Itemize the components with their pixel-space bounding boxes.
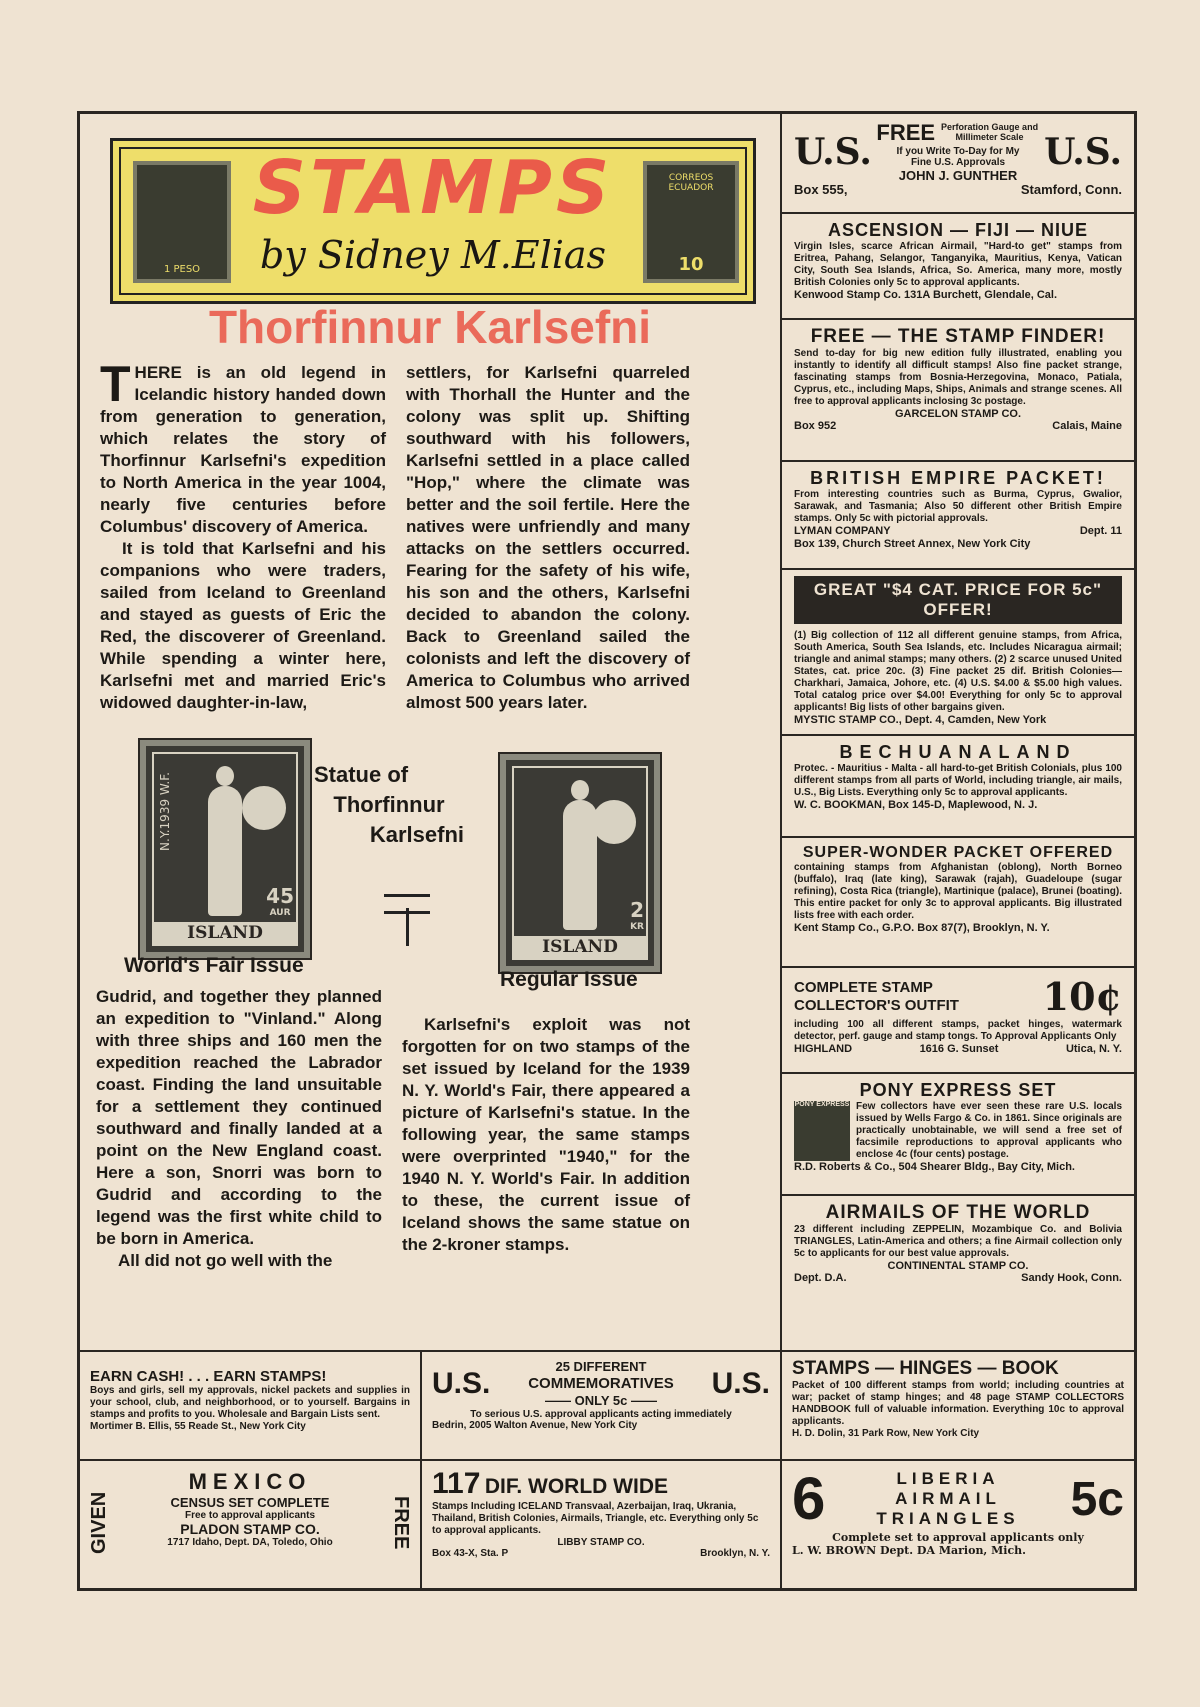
ad-body: (1) Big collection of 112 all different genuine stamps, from Africa, South America, South Sea Islands, etc. Includes Nicaragua airmail; triangle and animal stamps; many others. (2) 2 scarce unused United States, cat. price 20c. (3) Fine packet 25 dif. British Colonies—Charkhari, Jamaica, Johore, etc. (4) U.S. $4.00 & $5.00 high values. Total catalog price over $4.00! Everything for only 5c to approval applicants! Big lists of other bargains given. xyxy=(794,630,1122,713)
us-badge: U.S. xyxy=(1044,130,1122,173)
ad-body: Stamps Including ICELAND Transvaal, Azerbaijan, Iraq, Ukrania, Thailand, British Colonies, Airmails, Triangle, etc. Everything only 5c to approval applicants. xyxy=(432,1501,759,1536)
ad-city: Stamford, Conn. xyxy=(1020,182,1122,197)
ad-advertiser: LYMAN COMPANY xyxy=(794,525,891,537)
ad-earn-cash xyxy=(80,1352,420,1458)
ad-advertiser: GARCELON STAMP CO. xyxy=(894,408,1022,420)
ad-line: If you Write To-Day for My xyxy=(896,146,1020,157)
ad-header xyxy=(792,1467,1124,1531)
ad-super-wonder xyxy=(782,838,1134,968)
ad-number: 6 xyxy=(792,1465,826,1532)
stamp1-caption: World's Fair Issue xyxy=(124,954,304,977)
ad-advertiser: CONTINENTAL STAMP CO. xyxy=(887,1260,1029,1272)
paragraph: All did not go well with the xyxy=(118,1251,333,1270)
ad-address: Box 139, Church Street Annex, New York City xyxy=(794,538,1031,550)
ad-body: Protec. - Mauritius - Malta - all hard-to-get British Colonials, plus 100 different stamps from all parts of World, including triangle, air mails, U.S., Big Lists. Everything only 5c to approval applicants. xyxy=(794,763,1122,798)
us-badge: U.S. xyxy=(794,130,872,173)
ad-address: Box 952 xyxy=(794,420,837,432)
ad-body: From interesting countries such as Burma, Cyprus, Gwalior, Sarawak, and Tasmania; Also 50 different other British Empire stamps. Only 5c with pictorial approvals. xyxy=(794,489,1122,524)
stamp-value-number: 45 xyxy=(266,884,294,908)
ad-pony-express xyxy=(782,1074,1134,1196)
ad-headline: DIF. WORLD WIDE xyxy=(484,1475,669,1498)
ad-advertiser: HIGHLAND xyxy=(794,1043,853,1055)
ad-headline: FREE — THE STAMP FINDER! xyxy=(810,326,1106,347)
caption-line: Thorfinnur xyxy=(333,792,445,817)
ad-collector-outfit xyxy=(782,968,1134,1074)
stamp2-caption: Regular Issue xyxy=(500,968,638,991)
ad-footer xyxy=(794,525,1122,538)
stamp-value-unit: KR xyxy=(630,922,644,932)
ad-stamps-hinges-book xyxy=(782,1352,1134,1458)
ad-headline-line: AIRMAIL xyxy=(895,1489,1001,1508)
ad-footer xyxy=(794,183,1122,196)
ad-advertiser: JOHN J. GUNTHER xyxy=(898,168,1018,183)
ad-body: including 100 all different stamps, packet hinges, watermark detector, perf. gauge and stamp tongs. To Approval Applicants Only xyxy=(794,1019,1122,1042)
ad-footer xyxy=(794,1043,1122,1056)
banner-title: STAMPS xyxy=(252,145,614,231)
given-label: GIVEN xyxy=(88,1491,110,1555)
stamp-overprint: N.Y.1939 W.F. xyxy=(158,772,172,851)
ad-commemoratives xyxy=(422,1352,780,1458)
ad-subheadline: CENSUS SET COMPLETE xyxy=(170,1495,330,1510)
ad-city: Sandy Hook, Conn. xyxy=(1021,1272,1122,1284)
ad-footer: Bedrin, 2005 Walton Avenue, New York City xyxy=(432,1420,638,1431)
ad-footer: W. C. BOOKMAN, Box 145-D, Maplewood, N. J. xyxy=(794,799,1038,811)
ad-headline: GREAT "$4 CAT. PRICE FOR 5c" OFFER! xyxy=(794,576,1122,624)
stamp-country: ISLAND xyxy=(512,936,648,958)
ad-center xyxy=(876,1469,1019,1529)
ad-liberia xyxy=(782,1461,1134,1585)
ad-footer: Kent Stamp Co., G.P.O. Box 87(7), Brooklyn, N. Y. xyxy=(794,922,1050,934)
ad-header xyxy=(432,1358,770,1409)
stamp-country: ISLAND xyxy=(152,922,298,944)
ad-mexico xyxy=(80,1461,420,1585)
ad-small: Perforation Gauge and Millimeter Scale xyxy=(941,122,1039,142)
ads-layer xyxy=(80,114,1134,1588)
ad-center xyxy=(528,1358,674,1409)
ad-headline-line: LIBERIA xyxy=(896,1469,1000,1488)
ad-footer: 1717 Idaho, Dept. DA, Toledo, Ohio xyxy=(167,1537,333,1548)
stamp-value-number: 2 xyxy=(630,898,644,922)
stamp-label: 1 PESO xyxy=(163,264,201,275)
paragraph-text: HERE is an old legend in Icelandic history handed down from generation to generation, which relates the story of Thorfinnur Karlsefni's expedition to North America in the year 1004, nearly five centuries before Columbus' discovery of America. xyxy=(100,363,386,536)
ad-headline: SUPER-WONDER PACKET OFFERED xyxy=(802,844,1114,861)
ad-header xyxy=(794,120,1122,183)
drop-cap: T xyxy=(100,356,131,412)
ad-header xyxy=(794,974,1122,1019)
ad-line: Fine U.S. Approvals xyxy=(910,157,1006,168)
ad-price: 5c xyxy=(1070,1472,1124,1526)
ad-footer xyxy=(794,1272,1122,1285)
ad-headline-line: COLLECTOR'S OUTFIT xyxy=(794,996,959,1014)
caption-line: Karlsefni xyxy=(369,822,464,847)
us-badge: U.S. xyxy=(432,1366,491,1400)
paragraph: Karlsefni's exploit was not forgotten for on two stamps of the set issued by Iceland for the 1939 N. Y. World's Fair, there appeared a picture of Karlsefni's statue. In the following year, the same stamps were overprinted "1940," for the 1940 N. Y. World's Fair. In addition to these, the current issue of Iceland shows the same statue on the 2-kroner stamps. xyxy=(402,1015,690,1254)
ad-center xyxy=(876,120,1039,183)
paragraph: Gudrid, and together they planned an expedition to "Vinland." Along with three ships and 160 men the expedition reached the Labrador coast. Finding the land unsuitable for a settlement they continued southward and finally landed at a point on the New England coast. Here a son, Snorri was born to Gudrid and according to the legend was the first white child to be born in America. xyxy=(96,987,382,1248)
ad-number: 117 xyxy=(432,1467,481,1500)
ad-headline xyxy=(794,979,959,1015)
ad-footer: R.D. Roberts & Co., 504 Shearer Bldg., Bay City, Mich. xyxy=(794,1161,1075,1173)
ad-world-wide xyxy=(422,1461,780,1585)
ad-body: Boys and girls, sell my approvals, nickel packets and supplies in your school, club, and neighborhood, or to yourself. Bargains in stamps and profits to you. Wholesale and Bargain Lists sent. xyxy=(90,1385,410,1420)
ad-headline-line: —— ONLY 5c —— xyxy=(545,1393,657,1408)
ad-advertiser: LIBBY STAMP CO. xyxy=(557,1537,645,1548)
ad-british-empire xyxy=(782,462,1134,570)
ad-body: Few collectors have ever seen these rare U.S. locals issued by Wells Fargo & Co. in 1861. Since originals are practically unobtainable, we will send a free set of facsimile reproductions to approval applicants who enclose 4c (four cents) postage. xyxy=(856,1101,1122,1160)
ad-body: Send to-day for big new edition fully illustrated, enabling you instantly to identify all difficult stamps! Also fine packet strange, fascinating stamps from Bosnia-Herzegovina, Monaco, Patiala, Cyprus, etc., including Maps, Ships, Animals and strange scenes. All free to approval applicants inclosing 3c postage. xyxy=(794,348,1122,407)
ad-footer: Kenwood Stamp Co. 131A Burchett, Glendale, Cal. xyxy=(794,289,1058,301)
ad-headline: MEXICO xyxy=(188,1469,312,1494)
ad-advertiser: PLADON STAMP CO. xyxy=(180,1521,320,1537)
ad-row xyxy=(794,1101,1122,1161)
ad-ascension xyxy=(782,214,1134,320)
ad-dept: Dept. D.A. xyxy=(794,1272,847,1284)
banner-byline: by Sidney M.Elias xyxy=(259,233,607,277)
ad-headline: STAMPS — HINGES — BOOK xyxy=(792,1358,1059,1379)
ad-footer: Mortimer B. Ellis, 55 Reade St., New York City xyxy=(90,1421,306,1432)
ad-body: containing stamps from Afghanistan (oblong), North Borneo (buffalo), Iraq (late king), Sarawak (rajah), Guadeloupe (sugar refining), Costa Rica (triangle), Martinique (palace), Brunei (boating). This entire packet for only 3c to approval applicants. Big illustrated lists free with each order. xyxy=(794,862,1122,921)
ad-footer: MYSTIC STAMP CO., Dept. 4, Camden, New York xyxy=(794,714,1047,726)
ad-city: Brooklyn, N. Y. xyxy=(700,1548,770,1559)
ad-body: Free to approval applicants xyxy=(184,1510,316,1521)
ad-headline: ASCENSION — FIJI — NIUE xyxy=(827,220,1089,240)
ad-airmails xyxy=(782,1196,1134,1310)
ad-footer: H. D. Dolin, 31 Park Row, New York City xyxy=(792,1428,980,1439)
ad-body: To serious U.S. approval applicants acting immediately xyxy=(470,1409,732,1420)
paragraph: It is told that Karlsefni and his companions who were traders, sailed from Iceland to Greenland and stayed as guests of Eric the Red, the discoverer of Greenland. While spending a winter here, Karlsefni met and married Eric's widowed daughter-in-law, xyxy=(100,539,386,712)
ad-header xyxy=(432,1467,770,1501)
ad-headline: BRITISH EMPIRE PACKET! xyxy=(810,468,1106,488)
stamp-label: CORREOS ECUADOR xyxy=(668,173,714,193)
ad-price: 10¢ xyxy=(1042,974,1122,1019)
ad-stamp-finder xyxy=(782,320,1134,462)
ad-footer xyxy=(432,1548,770,1559)
ad-address: Box 555, xyxy=(794,182,848,197)
ad-body: Packet of 100 different stamps from world; including countries at war; packet of stamp hinges; and 48 page STAMP COLLECTORS HANDBOOK full of valuable information. Everything 10c to approval applicants. xyxy=(792,1380,1124,1427)
article-headline: Thorfinnur Karlsefni xyxy=(208,301,652,353)
ad-footer: L. W. BROWN Dept. DA Marion, Mich. xyxy=(792,1544,1026,1557)
pony-express-stamp-icon: PONY EXPRESS xyxy=(794,1101,850,1161)
ad-body: 23 different including ZEPPELIN, Mozambique Co. and Bolivia TRIANGLES, Latin-America and others; a fine Airmail collection only 5c to applicants for our best value approvals. xyxy=(794,1224,1122,1259)
ad-city: Calais, Maine xyxy=(1052,420,1122,432)
ad-headline-line: TRIANGLES xyxy=(876,1509,1020,1528)
ad-headline-line: COMMEMORATIVES xyxy=(528,1375,674,1392)
stamp-value: 10 xyxy=(678,254,704,275)
ad-body: Complete set to approval applicants only xyxy=(832,1531,1084,1544)
ad-headline: FREE xyxy=(876,120,936,145)
ad-address: Box 43-X, Sta. P xyxy=(432,1548,509,1559)
ad-footer xyxy=(794,420,1122,433)
ad-headline: BECHUANALAND xyxy=(839,742,1077,762)
ad-headline: PONY EXPRESS SET xyxy=(859,1080,1057,1100)
ad-city: Utica, N. Y. xyxy=(1065,1043,1122,1055)
free-label: FREE xyxy=(390,1496,412,1550)
ad-dept: Dept. 11 xyxy=(1079,525,1122,537)
ad-body: Virgin Isles, scarce African Airmail, "Hard-to get" stamps from Eritrea, Pahang, Selangor, Tanganyika, Mauritius, Kenya, Vatican City, South Sea Islands, Africa, So. America, many more, mostly British Colonies only 5c to approval applicants. xyxy=(794,241,1122,288)
ad-great-offer xyxy=(782,570,1134,736)
ad-headline-line: COMPLETE STAMP xyxy=(794,978,933,996)
ad-center xyxy=(120,1469,380,1548)
ad-headline-line: 25 DIFFERENT xyxy=(555,1359,647,1374)
paragraph: settlers, for Karlsefni quarreled with Thorhall the Hunter and the colony was split up. Shifting southward with his followers, Karlsefni settled in a place called "Hop," where the climate was better and the soil fertile. Here the natives were unfriendly and many attacks on the settlers occurred. Fearing for the safety of his wife, his son and the others, Karlsefni decided to abandon the colony. Back to Greenland sailed the colonists and left the discovery of America to Columbus who arrived almost 500 years later. xyxy=(406,363,690,712)
ad-address: 1616 G. Sunset xyxy=(919,1043,999,1055)
ad-bechuanaland xyxy=(782,736,1134,838)
ad-headline: EARN CASH! . . . EARN STAMPS! xyxy=(90,1368,327,1385)
us-badge: U.S. xyxy=(711,1366,770,1400)
ad-headline: AIRMAILS OF THE WORLD xyxy=(825,1202,1091,1223)
ad-gunther xyxy=(782,114,1134,214)
caption-line: Statue of xyxy=(314,762,409,787)
stamp-value-unit: AUR xyxy=(269,908,291,918)
